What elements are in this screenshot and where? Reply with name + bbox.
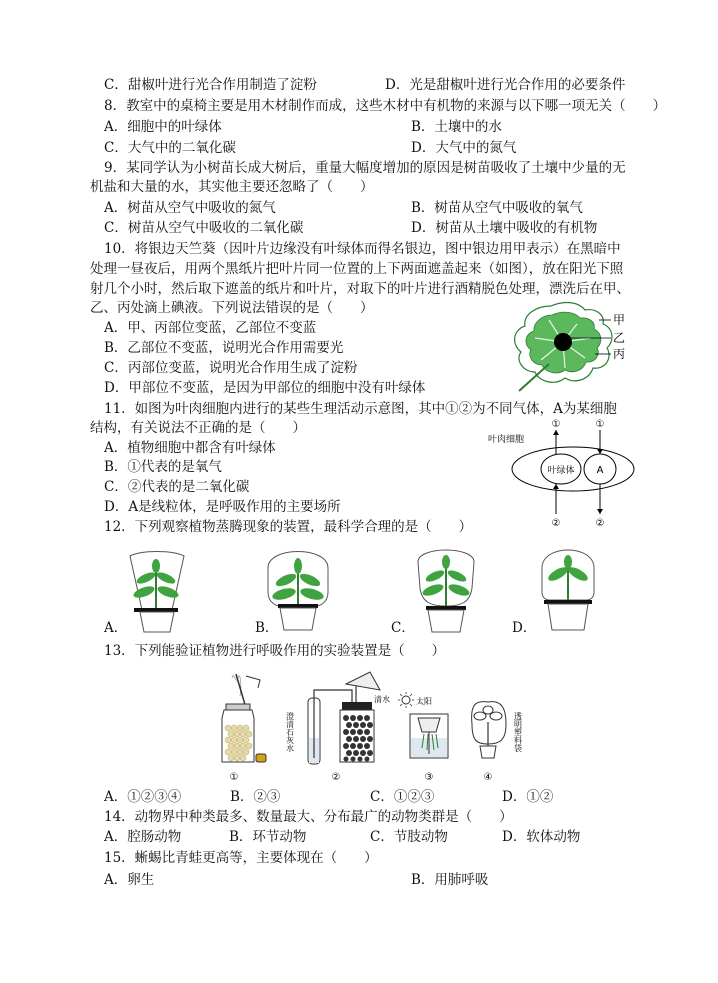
water-label: 清水	[374, 695, 390, 704]
q11-stem-1: 11．如图为叶肉细胞内进行的某些生理活动示意图，其中①②为不同气体，A为某细胞	[104, 401, 617, 417]
setup-4-figure	[466, 668, 538, 786]
q11-option-a: A．植物细胞中都含有叶绿体	[104, 440, 276, 456]
q7-option-d: D．光是甜椒叶进行光合作用的必要条件	[385, 77, 626, 93]
q14-option-d: D．软体动物	[502, 829, 581, 845]
q12-option-b: B．	[255, 620, 279, 636]
setup-c-figure	[410, 548, 482, 634]
setup-2-figure	[285, 668, 390, 786]
setup-1-number: ①	[229, 772, 239, 783]
q9-stem-1: 9．某同学认为小树苗长成大树后，重量大幅度增加的原因是树苗吸收了土壤中少量的无	[104, 160, 626, 176]
setup-1-figure	[212, 668, 272, 786]
q8-option-a: A．细胞中的叶绿体	[104, 119, 222, 135]
q13-option-b: B．②③	[230, 789, 281, 805]
q13-option-d: D．①②	[502, 789, 554, 805]
q10-option-c: C．丙部位变蓝，说明光合作用生成了淀粉	[104, 360, 358, 376]
q8-option-b: B．土壤中的水	[411, 119, 502, 135]
gas2-bottom-right: ②	[595, 518, 605, 529]
q13-option-c: C．①②③	[370, 789, 435, 805]
q11-stem-2: 结构，有关说法不正确的是（ ）	[90, 420, 306, 436]
setup-4-number: ④	[483, 772, 493, 783]
q15-option-b: B．用肺呼吸	[411, 872, 489, 888]
q10-option-b: B．乙部位不变蓝，说明光合作用需要光	[104, 340, 344, 356]
q14-stem: 14．动物界中种类最多、数量最大、分布最广的动物类群是（ ）	[104, 809, 513, 825]
label-bing: 丙	[613, 347, 626, 361]
setup-d-figure	[532, 542, 604, 634]
q9-option-c: C．树苗从空气中吸收的二氧化碳	[104, 220, 304, 236]
black-paper-cover	[554, 333, 572, 351]
q12-option-c: C．	[391, 620, 415, 636]
q10-option-a: A．甲、丙部位变蓝，乙部位不变蓝	[104, 320, 317, 336]
q15-option-a: A．卵生	[104, 872, 155, 888]
q11-option-b: B．①代表的是氧气	[104, 459, 222, 475]
cell-diagram	[488, 418, 638, 530]
plastic-bag-label: 透明塑料袋	[513, 712, 523, 752]
q12-stem: 12．下列观察植物蒸腾现象的装置，最科学合理的是（ ）	[104, 519, 473, 535]
q10-option-d: D．甲部位不变蓝，是因为甲部位的细胞中没有叶绿体	[104, 380, 426, 396]
q11-option-d: D．A是线粒体，是呼吸作用的主要场所	[104, 499, 341, 515]
q9-option-d: D．树苗从土壤中吸收的有机物	[411, 220, 598, 236]
sun-label: 太阳	[416, 697, 432, 706]
q10-stem-2: 处理一昼夜后，用两个黑纸片把叶片同一位置的上下两面遮盖起来（如图），放在阳光下照	[90, 261, 624, 277]
setup-a-figure	[122, 548, 192, 634]
q13-option-a: A．①②③④	[104, 789, 182, 805]
setup-2-number: ②	[331, 772, 341, 783]
chloroplast-label: 叶绿体	[547, 466, 575, 476]
gas1-top-right: ①	[595, 419, 605, 430]
q8-option-c: C．大气中的二氧化碳	[104, 140, 236, 156]
q11-option-c: C．②代表的是二氧化碳	[104, 479, 250, 495]
q14-option-a: A．腔肠动物	[104, 829, 182, 845]
q15-stem: 15．蜥蜴比青蛙更高等，主要体现在（ ）	[104, 850, 378, 866]
q8-option-d: D．大气中的氮气	[411, 140, 517, 156]
q10-stem-3: 射几个小时，然后取下遮盖的纸片和叶片，对取下的叶片进行酒精脱色处理，漂洗后在甲、	[90, 281, 630, 297]
label-yi: 乙	[613, 331, 626, 345]
q8-stem: 8．教室中的桌椅主要是用木材制作而成，这些木材中有机物的来源与以下哪一项无关（ ）	[104, 98, 667, 114]
structure-a-label: A	[596, 465, 604, 476]
q10-stem-4: 乙、丙处滴上碘液。下列说法错误的是（ ）	[90, 300, 374, 316]
q14-option-c: C．节肢动物	[370, 829, 448, 845]
label-jia: 甲	[613, 313, 626, 327]
q9-option-b: B．树苗从空气中吸收的氧气	[411, 200, 583, 216]
setup-3-number: ③	[424, 772, 434, 783]
q7-option-c: C．甜椒叶进行光合作用制造了淀粉	[104, 77, 317, 93]
q12-option-d: D．	[512, 620, 537, 636]
q14-option-b: B．环节动物	[229, 829, 307, 845]
q13-stem: 13．下列能验证植物进行呼吸作用的实验装置是（ ）	[104, 643, 446, 659]
q9-stem-2: 机盐和大量的水，其实他主要还忽略了（ ）	[90, 179, 374, 195]
setup-3-figure	[396, 668, 460, 786]
q9-option-a: A．树苗从空气中吸收的氮气	[104, 200, 276, 216]
gas2-bottom-left: ②	[551, 518, 561, 529]
setup-b-figure	[258, 548, 338, 634]
limewater-label: 澄清石灰水	[285, 712, 295, 752]
leaf-figure	[505, 298, 640, 393]
gas1-top-left: ①	[551, 419, 561, 430]
q10-stem-1: 10．将银边天竺葵（因叶片边缘没有叶绿体而得名银边，图中银边用甲表示）在黑暗中	[104, 241, 621, 257]
cell-label: 叶肉细胞	[488, 435, 525, 445]
q12-option-a: A．	[104, 620, 128, 636]
